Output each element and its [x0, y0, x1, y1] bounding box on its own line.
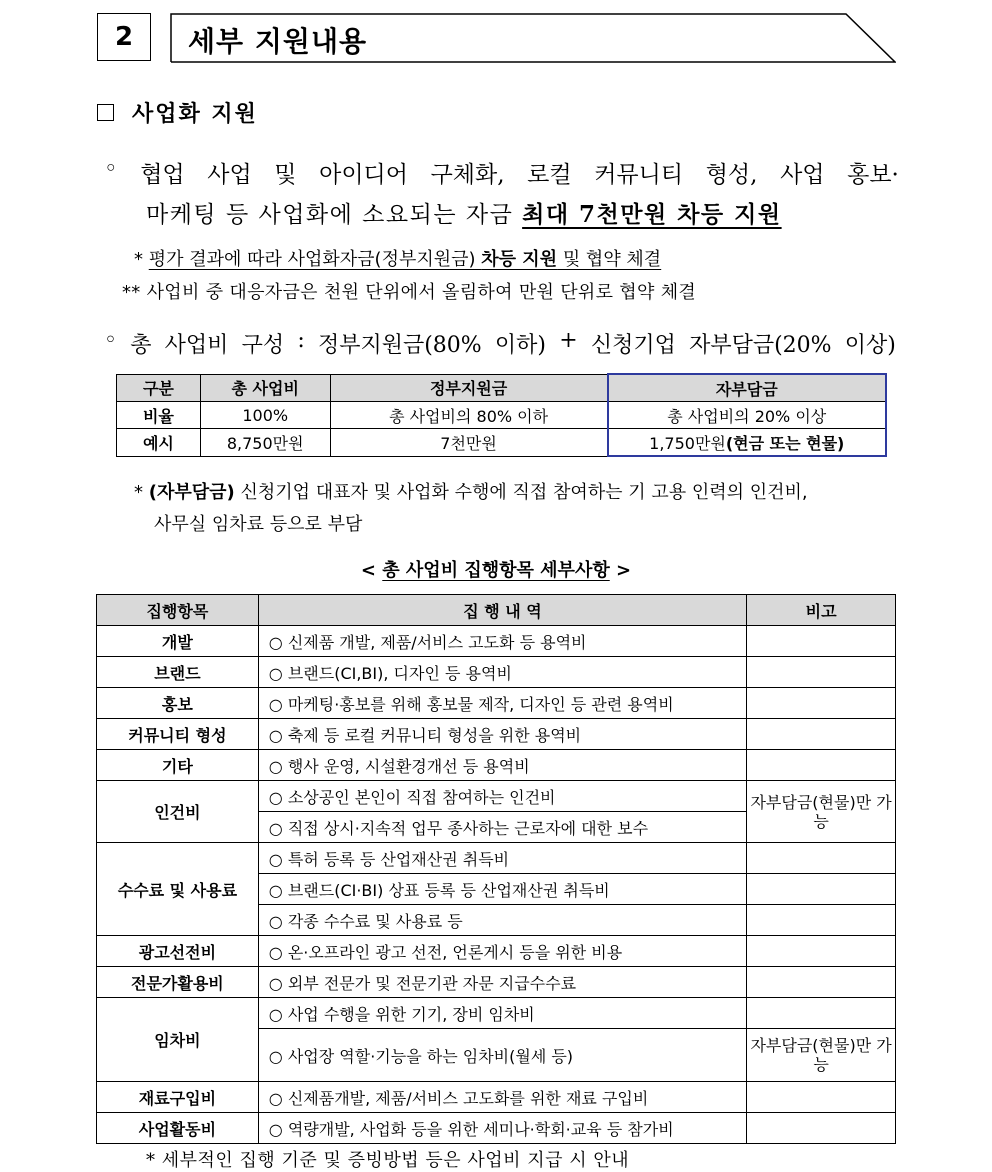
exp-header-detail: 집 행 내 역: [258, 595, 746, 626]
para1-line2-emphasis: 최대 7천만원 차등 지원: [522, 201, 782, 228]
para1-word: 협업: [140, 162, 185, 188]
circle-bullet-icon: ○: [268, 663, 283, 683]
section-number: 2: [97, 13, 151, 61]
para1-word: 커뮤니티: [594, 162, 684, 188]
note-1-post: 및 협약 체결: [557, 249, 662, 270]
exp-detail-text: 직접 상시·지속적 업무 종사하는 근로자에 대한 보수: [287, 818, 649, 838]
circle-bullet-icon: ○: [268, 973, 283, 993]
exp-remark: [747, 874, 896, 905]
exp-category: 재료구입비: [97, 1082, 259, 1113]
para2: [104, 328, 896, 359]
exp-category: 기타: [97, 750, 259, 781]
note-1-mark: *: [134, 249, 143, 270]
circle-bullet-icon: ○: [268, 787, 283, 807]
exp-detail: [258, 967, 746, 998]
para1-word: ◦: [104, 156, 118, 182]
note-2: ** 사업비 중 대응자금은 천원 단위에서 올림하여 만원 단위로 협약 체결: [122, 282, 697, 303]
para1-word: 사업: [207, 162, 252, 188]
para1-word: 로컬: [527, 162, 572, 188]
exp-category: 사업활동비: [97, 1113, 259, 1144]
exp-remark: [747, 967, 896, 998]
circle-bullet-icon: ○: [268, 1046, 283, 1066]
exp-detail: [258, 1082, 746, 1113]
note-1-pre: 평가 결과에 따라 사업화자금(정부지원금): [148, 249, 482, 270]
para2-word: 자부담금(20%: [689, 333, 832, 358]
para2-word: 총: [130, 333, 152, 358]
cost-header-total: 총 사업비: [200, 374, 330, 402]
exp-detail-text: 마케팅·홍보를 위해 홍보물 제작, 디자인 등 관련 용역비: [287, 694, 674, 714]
exp-detail-text: 브랜드(CI,BI), 디자인 등 용역비: [287, 663, 512, 683]
exp-category: 브랜드: [97, 657, 259, 688]
exp-header-item: 집행항목: [97, 595, 259, 626]
para1-line1: [104, 156, 899, 189]
exp-detail-text: 각종 수수료 및 사용료 등: [287, 911, 463, 931]
note-3-mark: *: [134, 482, 143, 503]
caption-text: 총 사업비 집행항목 세부사항: [382, 560, 610, 581]
exp-detail: [258, 657, 746, 688]
table-row: [97, 1082, 896, 1113]
footnote: * 세부적인 집행 기준 및 증빙방법 등은 사업비 지급 시 안내: [146, 1150, 630, 1171]
para2-word: 사업비: [164, 333, 229, 358]
cost-row-self: 총 사업비의 20% 이상: [608, 402, 886, 429]
para1-word: 형성,: [705, 162, 758, 188]
exp-remark: 자부담금(현물)만 가능: [747, 781, 896, 843]
cost-row-self-amount: 1,750만원: [649, 433, 726, 453]
exp-detail: [258, 905, 746, 936]
note-3: [134, 477, 904, 541]
exp-category: 개발: [97, 626, 259, 657]
para2-word: 이하): [494, 333, 547, 358]
exp-detail-text: 사업장 역할·기능을 하는 임차비(월세 등): [287, 1046, 574, 1066]
para1-line2-text: 마케팅 등 사업화에 소요되는 자금: [146, 202, 523, 228]
table-row: [97, 781, 896, 812]
circle-bullet-icon: ○: [268, 818, 283, 838]
exp-remark: [747, 843, 896, 874]
exp-remark: [747, 750, 896, 781]
cost-row-gov: 총 사업비의 80% 이하: [330, 402, 607, 429]
exp-category: 전문가활용비: [97, 967, 259, 998]
exp-detail-text: 특허 등록 등 산업재산권 취득비: [287, 849, 510, 869]
para1-word: 사업: [780, 162, 825, 188]
exp-detail-text: 행사 운영, 시설환경개선 등 용역비: [287, 756, 530, 776]
note-1: [134, 245, 661, 271]
note-3-bold: (자부담금): [148, 482, 235, 503]
exp-detail: [258, 874, 746, 905]
subsection-heading: [97, 97, 258, 128]
exp-detail: [258, 1029, 746, 1082]
caption-open: <: [360, 560, 376, 581]
exp-remark: 자부담금(현물)만 가능: [747, 1029, 896, 1082]
table-row: [97, 719, 896, 750]
circle-bullet-icon: ○: [268, 632, 283, 652]
circle-bullet-icon: ○: [268, 1088, 283, 1108]
exp-remark: [747, 719, 896, 750]
table-row: [97, 688, 896, 719]
exp-detail-text: 사업 수행을 위한 기기, 장비 임차비: [287, 1004, 535, 1024]
table-caption: [0, 556, 992, 582]
exp-header-remark: 비고: [747, 595, 896, 626]
exp-detail-text: 신제품개발, 제품/서비스 고도화를 위한 재료 구입비: [287, 1088, 649, 1108]
cost-header-gov: 정부지원금: [330, 374, 607, 402]
para2-word: :: [297, 328, 305, 353]
note-1-bold: 차등 지원: [481, 249, 558, 270]
para2-word: 신청기업: [590, 333, 676, 358]
cost-table: [116, 373, 887, 457]
table-row: [97, 657, 896, 688]
exp-remark: [747, 936, 896, 967]
circle-bullet-icon: ○: [268, 911, 283, 931]
table-row: [97, 750, 896, 781]
exp-category: 인건비: [97, 781, 259, 843]
square-bullet-icon: [97, 104, 114, 121]
exp-detail-text: 역량개발, 사업화 등을 위한 세미나·학회·교육 등 참가비: [287, 1119, 674, 1139]
exp-category: 커뮤니티 형성: [97, 719, 259, 750]
circle-bullet-icon: ○: [268, 756, 283, 776]
cost-table-row: [117, 429, 887, 457]
exp-detail: [258, 719, 746, 750]
table-row: [97, 843, 896, 874]
exp-detail-text: 신제품 개발, 제품/서비스 고도화 등 용역비: [287, 632, 587, 652]
exp-remark: [747, 657, 896, 688]
para2-word: 정부지원금(80%: [317, 333, 482, 358]
expenditure-table: [96, 594, 896, 1144]
caption-close: >: [616, 560, 632, 581]
note-3-line2: 사무실 임차료 등으로 부담: [154, 514, 363, 535]
cost-row-label: 비율: [117, 402, 201, 429]
exp-detail: [258, 843, 746, 874]
exp-detail: [258, 812, 746, 843]
table-row: [97, 936, 896, 967]
circle-bullet-icon: ○: [268, 942, 283, 962]
exp-remark: [747, 626, 896, 657]
circle-bullet-icon: ○: [268, 1004, 283, 1024]
section-title: 세부 지원내용: [188, 25, 368, 58]
exp-detail: [258, 781, 746, 812]
exp-remark: [747, 1113, 896, 1144]
note-3-line1: [134, 477, 904, 509]
table-row: [97, 626, 896, 657]
exp-remark: [747, 905, 896, 936]
circle-bullet-icon: ○: [268, 694, 283, 714]
exp-detail-text: 온·오프라인 광고 선전, 언론게시 등을 위한 비용: [287, 942, 623, 962]
circle-bullet-icon: ○: [268, 880, 283, 900]
exp-table-header: [97, 595, 896, 626]
para2-word: ◦: [104, 328, 117, 353]
para1-word: 홍보·: [847, 162, 899, 188]
note-3-text: 신청기업 대표자 및 사업화 수행에 직접 참여하는 기 고용 인력의 인건비,: [234, 482, 808, 503]
para1-line2: [146, 196, 782, 229]
cost-header-category: 구분: [117, 374, 201, 402]
para2-word: 이상): [844, 333, 896, 358]
exp-detail: [258, 936, 746, 967]
exp-remark: [747, 688, 896, 719]
subsection-heading-text: 사업화 지원: [132, 102, 258, 127]
circle-bullet-icon: ○: [268, 849, 283, 869]
cost-row-gov: 7천만원: [330, 429, 607, 457]
exp-category: 광고선전비: [97, 936, 259, 967]
section-title-box: [170, 13, 896, 63]
exp-detail: [258, 626, 746, 657]
exp-category: 임차비: [97, 998, 259, 1082]
note-1-underlined: [149, 249, 661, 270]
exp-detail-text: 브랜드(CI·BI) 상표 등록 등 산업재산권 취득비: [287, 880, 610, 900]
table-row: [97, 998, 896, 1029]
cost-row-total: 8,750만원: [200, 429, 330, 457]
exp-detail: [258, 1113, 746, 1144]
para1-word: 아이디어: [319, 162, 408, 188]
cost-row-self: [608, 429, 886, 457]
exp-category: 홍보: [97, 688, 259, 719]
exp-category: 수수료 및 사용료: [97, 843, 259, 936]
para2-word: +: [559, 328, 578, 353]
exp-remark: [747, 998, 896, 1029]
exp-detail-text: 소상공인 본인이 직접 참여하는 인건비: [287, 787, 556, 807]
cost-row-total: 100%: [200, 402, 330, 429]
cost-table-header: [117, 374, 887, 402]
exp-detail: [258, 750, 746, 781]
exp-detail-text: 외부 전문가 및 전문기관 자문 지급수수료: [287, 973, 577, 993]
para2-word: 구성: [241, 333, 285, 358]
para1-word: 구체화,: [430, 162, 505, 188]
cost-table-row: [117, 402, 887, 429]
circle-bullet-icon: ○: [268, 725, 283, 745]
exp-remark: [747, 1082, 896, 1113]
cost-row-label: 예시: [117, 429, 201, 457]
exp-detail: [258, 688, 746, 719]
exp-detail-text: 축제 등 로컬 커뮤니티 형성을 위한 용역비: [287, 725, 582, 745]
exp-detail: [258, 998, 746, 1029]
circle-bullet-icon: ○: [268, 1119, 283, 1139]
table-row: [97, 1113, 896, 1144]
cost-row-self-type: (현금 또는 현물): [725, 433, 845, 453]
cost-header-self: 자부담금: [608, 374, 886, 402]
table-row: [97, 967, 896, 998]
para1-word: 및: [274, 162, 297, 188]
